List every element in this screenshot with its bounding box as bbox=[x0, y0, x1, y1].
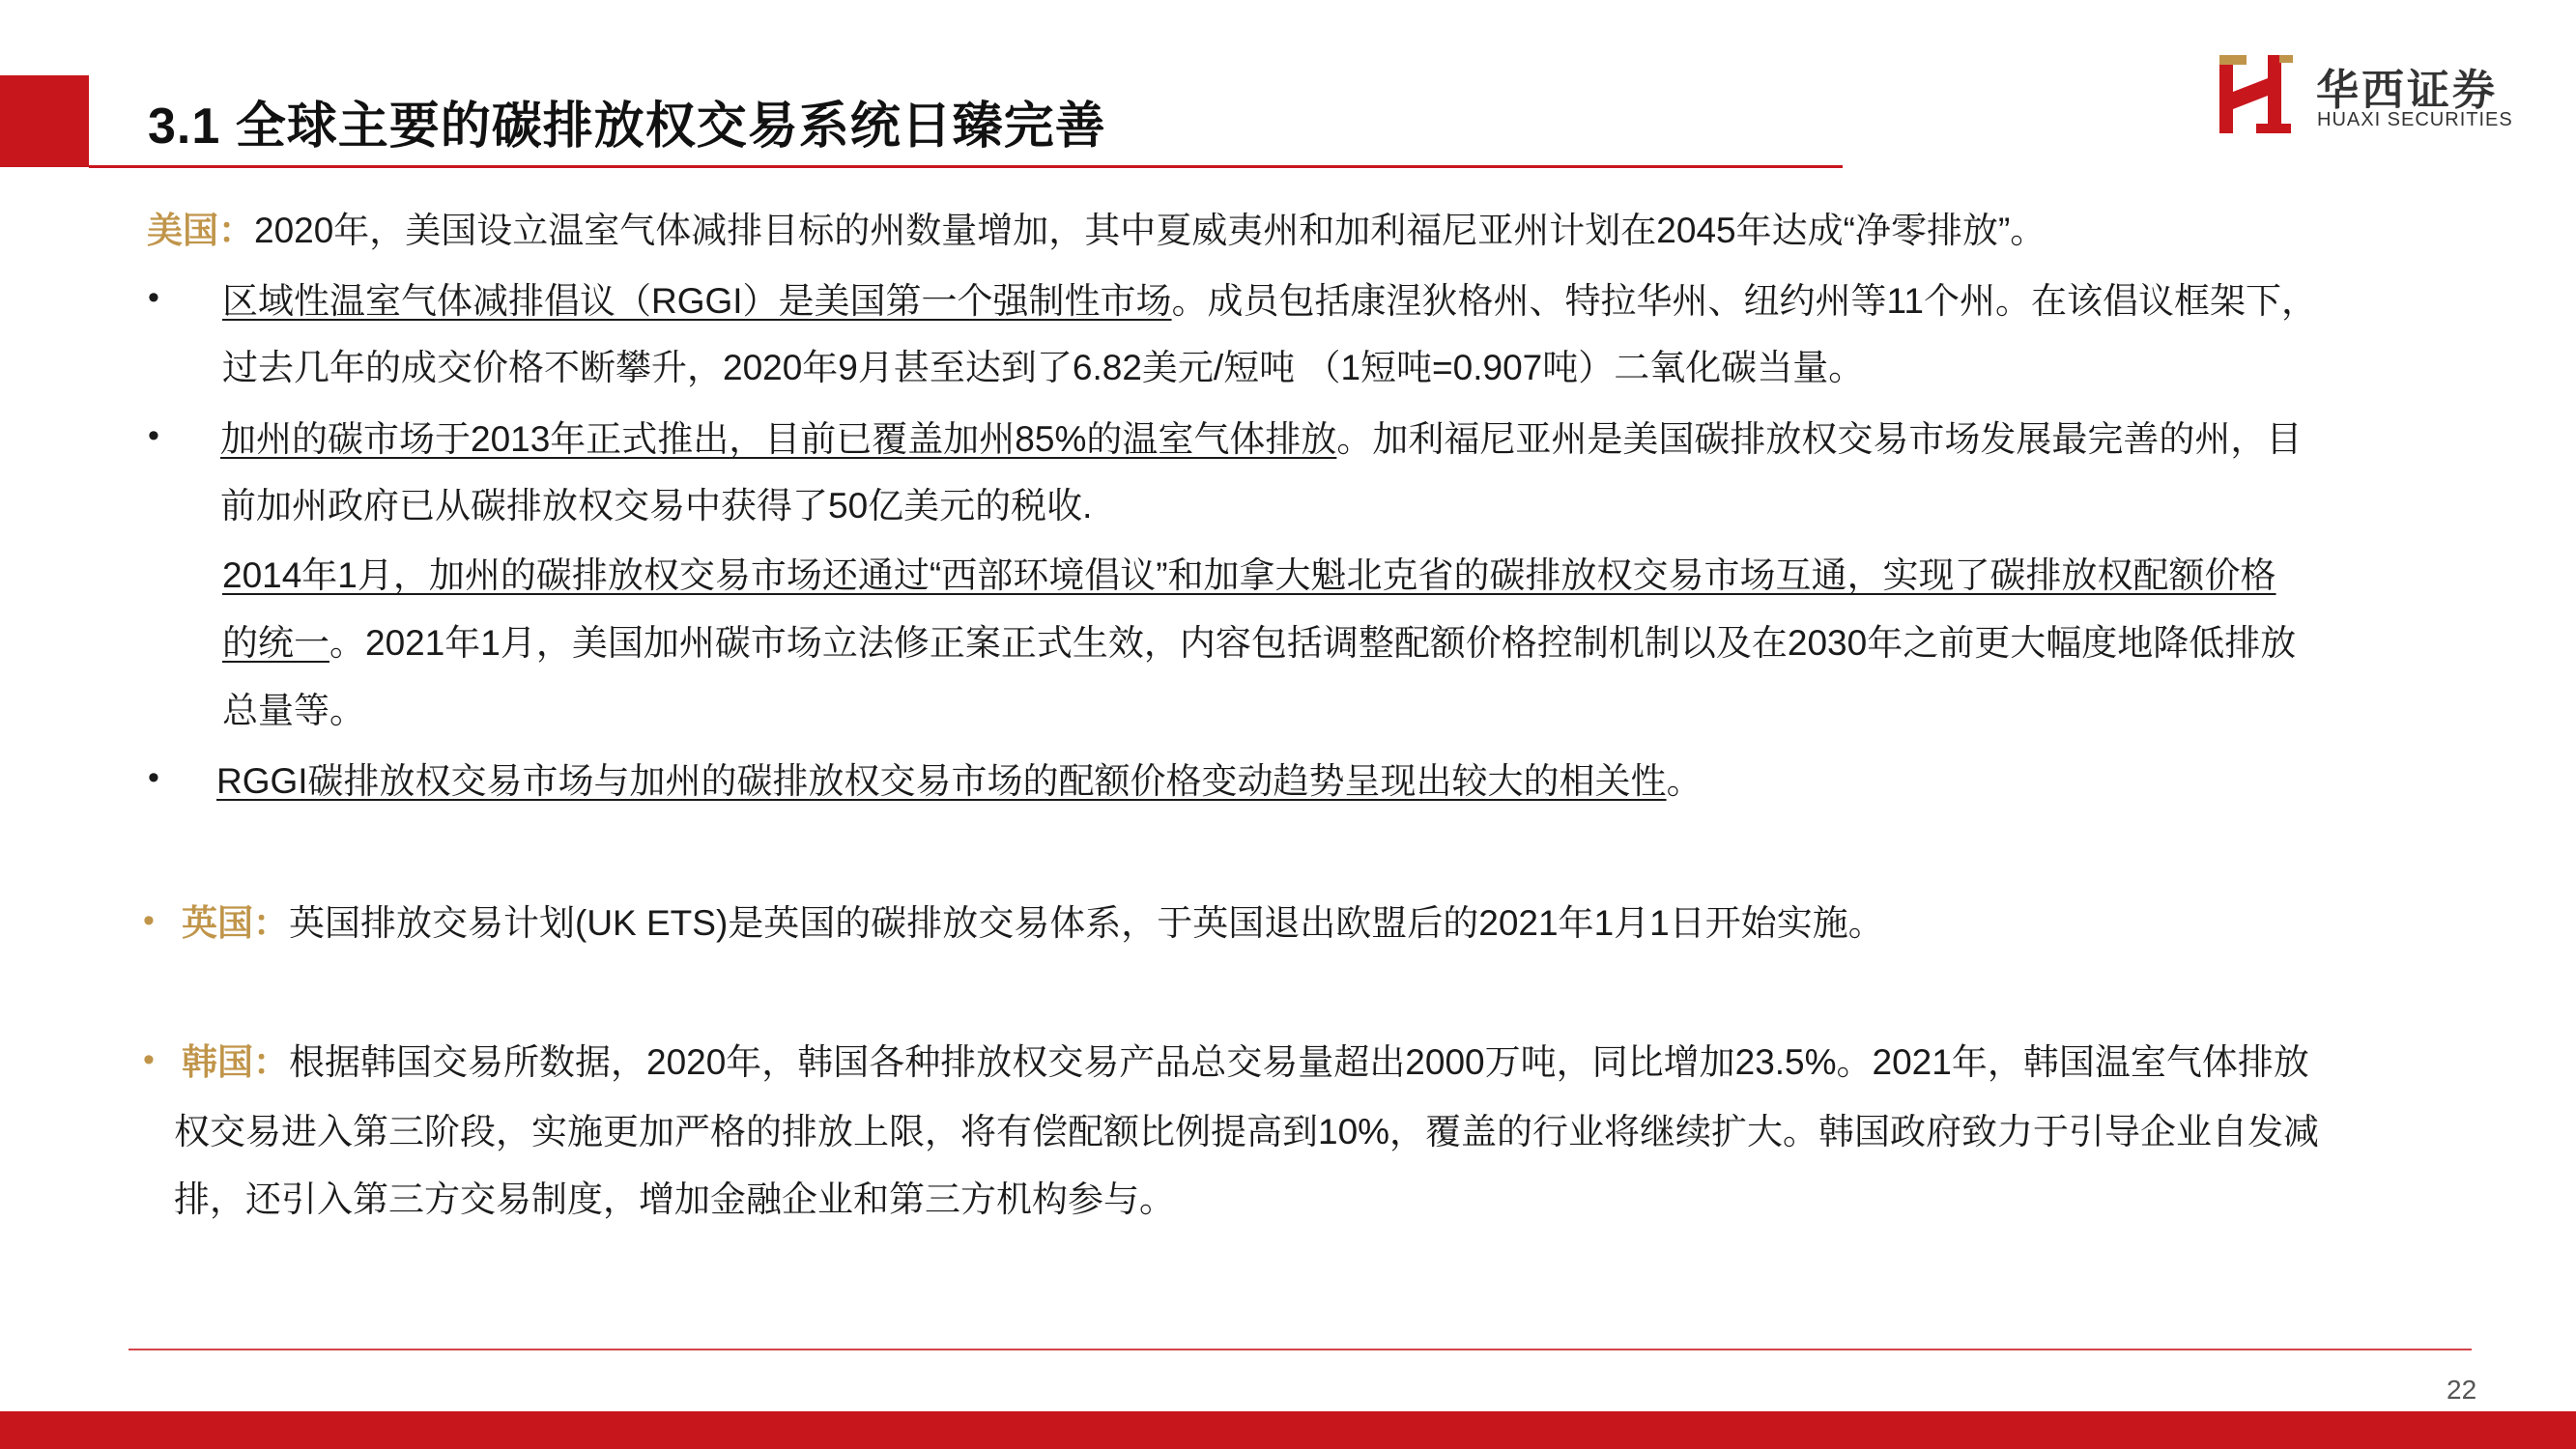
usa-b3-underlined: RGGI碳排放权交易市场与加州的碳排放权交易市场的配额价格变动趋势呈现出较大的相关性 bbox=[216, 761, 1667, 801]
korea-line-3: 排，还引入第三方交易制度，增加金融企业和第三方机构参与。 bbox=[174, 1179, 1175, 1219]
footer-bar bbox=[0, 1411, 2576, 1449]
uk-bullet-icon: • bbox=[143, 902, 155, 939]
usa-bullet-2-line-4 bbox=[222, 620, 2296, 667]
usa-b1-underlined: 区域性温室气体减排倡议（RGGI）是美国第一个强制性市场 bbox=[222, 281, 1172, 321]
usa-b1-rest: 。成员包括康涅狄格州、特拉华州、纽约州等11个州。在该倡议框架下， bbox=[1171, 281, 2317, 321]
usa-b2-underlined: 加州的碳市场于2013年正式推出，目前已覆盖加州85%的温室气体排放 bbox=[220, 419, 1337, 459]
usa-b2-line4-rest: 。2021年1月，美国加州碳市场立法修正案正式生效，内容包括调整配额价格控制机制以及在2030年之前更大幅度地降低排放 bbox=[329, 623, 2297, 663]
bullet-icon: • bbox=[148, 759, 159, 796]
footer-divider bbox=[129, 1349, 2472, 1350]
bullet-icon: • bbox=[148, 417, 159, 454]
page-title: 3.1 全球主要的碳排放权交易系统日臻完善 bbox=[148, 99, 1106, 155]
usa-b2-line4-underlined: 的统一 bbox=[222, 623, 329, 663]
bullet-icon: • bbox=[148, 279, 159, 316]
usa-bullet-1-line-2: 过去几年的成交价格不断攀升，2020年9月甚至达到了6.82美元/短吨 （1短吨=0.907吨）二氧化碳当量。 bbox=[222, 348, 1865, 387]
logo-chinese-name: 华西证券 bbox=[2316, 67, 2498, 114]
usa-b2-rest: 。加利福尼亚州是美国碳排放权交易市场发展最完善的州，目 bbox=[1336, 419, 2303, 459]
korea-label: 韩国： bbox=[182, 1042, 289, 1082]
uk-label: 英国： bbox=[182, 903, 289, 943]
usa-label: 美国： bbox=[147, 211, 254, 250]
korea-bullet-icon: • bbox=[143, 1041, 155, 1078]
korea-line-1 bbox=[182, 1039, 2309, 1086]
usa-b3-rest: 。 bbox=[1666, 761, 1703, 801]
korea-line-2: 权交易进入第三阶段，实施更加严格的排放上限，将有偿配额比例提高到10%，覆盖的行业将继续扩大。韩国政府致力于引导企业自发减 bbox=[174, 1112, 2320, 1151]
usa-bullet-3 bbox=[216, 758, 1703, 805]
uk-text: 英国排放交易计划(UK ETS)是英国的碳排放交易体系，于英国退出欧盟后的2021年1月1日开始实施。 bbox=[289, 903, 1884, 943]
usa-bullet-2-line-5: 总量等。 bbox=[222, 691, 365, 730]
logo-english-name: HUAXI SECURITIES bbox=[2317, 109, 2513, 130]
usa-bullet-2-line-3: 2014年1月，加州的碳排放权交易市场还通过“西部环境倡议”和加拿大魁北克省的碳排放权交易市场互通，实现了碳排放权配额价格 bbox=[222, 555, 2276, 595]
korea-text-1: 根据韩国交易所数据，2020年，韩国各种排放权交易产品总交易量超出2000万吨，同比增加23.5%。2021年，韩国温室气体排放 bbox=[289, 1042, 2309, 1082]
usa-bullet-2 bbox=[220, 416, 2302, 463]
usa-bullet-2-line-2: 前加州政府已从碳排放权交易中获得了50亿美元的税收. bbox=[220, 486, 1093, 526]
uk-section bbox=[182, 900, 1884, 947]
usa-bullet-1 bbox=[222, 278, 2317, 325]
usa-intro-text: 2020年，美国设立温室气体减排目标的州数量增加，其中夏威夷州和加利福尼亚州计划在2045年达成“净零排放”。 bbox=[254, 211, 2046, 250]
page-number: 22 bbox=[2447, 1375, 2477, 1405]
usa-intro bbox=[147, 208, 2046, 254]
